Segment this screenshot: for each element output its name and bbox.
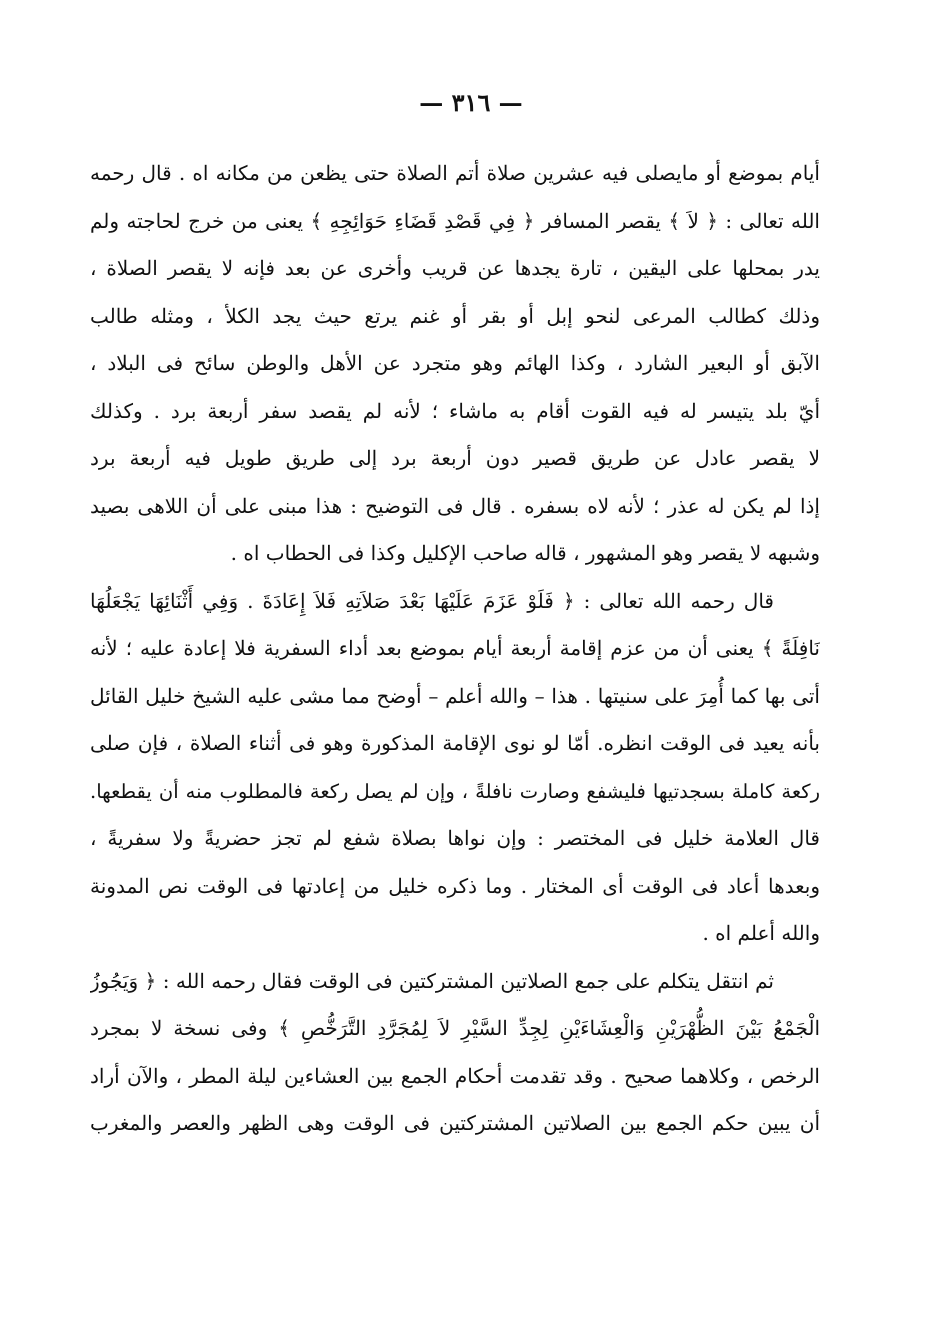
text-line: قال رحمه الله تعالى : ﴿ فَلَوْ عَزَمَ عَلَيْهَا بَعْدَ صَلاَتِهِ فَلاَ إِعَادَةَ . وَفِي أَثْنَائِهَا يَجْعَلُهَا [90,588,774,613]
paragraph-3 [90,958,820,1148]
text-line: والله أعلم اه . [702,921,820,945]
text-line: إذا لم يكن له عذر ؛ لأنه لاه بسفره . قال فى التوضيح : هذا مبنى على أن اللاهى بصيد [90,493,820,518]
body-text [90,150,820,1148]
text-line: وذلك كطالب المرعى لنحو إبل أو بقر أو غنم يرتع حيث يجد الكلأ ، ومثله طالب [90,303,820,328]
paragraph-2 [90,578,820,958]
paragraph-1 [90,150,820,578]
text-line: الآبق أو البعير الشارد ، وكذا الهائم وهو متجرد عن الأهل والوطن سائح فى البلاد ، [90,351,820,375]
text-line: الله تعالى : ﴿ لاَ ﴾ يقصر المسافر ﴿ فِي قَصْدِ قَضَاءِ حَوَائِجِهِ ﴾ يعنى من خرج لحاجته ولم [90,208,820,233]
text-line: وبعدها أعاد فى الوقت أى المختار . وما ذكره خليل من إعادتها فى الوقت نص المدونة [90,873,820,898]
text-line: أن يبين حكم الجمع بين الصلاتين المشتركتين فى الوقت وهى الظهر والعصر والمغرب [90,1111,820,1135]
text-line: أتى بها كما أُمِرَ على سنيتها . هذا – والله أعلم – أوضح مما مشى عليه الشيخ خليل القائل [90,683,820,708]
text-line: ثم انتقل يتكلم على جمع الصلاتين المشتركتين فى الوقت فقال رحمه الله : ﴿ وَيَجُوزُ [90,968,775,993]
text-line: قال العلامة خليل فى المختصر : وإن نواها بصلاة شفع لم تجز حضريةً ولا سفريةً ، [90,826,820,850]
text-line: أيام بموضع أو مايصلى فيه عشرين صلاة أتم الصلاة حتى يظعن من مكانه اه . قال رحمه [90,161,820,185]
text-line: لا يقصر عادل عن طريق قصير دون أربعة برد إلى طريق طويل فيه أربعة برد [90,446,820,470]
text-line: ركعة كاملة بسجدتيها فليشفع وصارت نافلةً ، وإن لم يصل ركعة فالمطلوب منه أن يقطعها. [90,779,820,803]
text-line: الرخص ، وكلاهما صحيح . وقد تقدمت أحكام الجمع بين العشاءين ليلة المطر ، والآن أراد [90,1063,820,1088]
text-line: وشبهه لا يقصر وهو المشهور ، قاله صاحب الإكليل وكذا فى الحطاب اه . [230,541,820,565]
text-line: أيّ بلد يتيسر له فيه القوت أقام به ماشاء ؛ لأنه لم يقصد سفر أربعة برد . وكذلك [90,398,820,423]
text-line: يدر بمحلها على اليقين ، تارة يجدها عن قريب وأخرى عن بعد فإنه لا يقصر الصلاة ، [90,256,820,280]
text-line: نَافِلَةً ﴾ يعنى أن من عزم إقامة أربعة أيام بموضع بعد أداء السفرية فلا إعادة عليه ؛ لأنه [90,636,820,660]
text-line: الْجَمْعُ بَيْنَ الظُّهْرَيْنِ وَالْعِشَاءَيْنِ لِجِدِّ السَّيْرِ لاَ لِمُجَرَّدِ التَّرَخُّصِ ﴾ وفى نسخة لا بمجرد [90,1016,820,1040]
page-number: — ٣١٦ — [419,88,523,117]
text-line: بأنه يعيد فى الوقت انظره. أمّا لو نوى الإقامة المذكورة وهو فى أثناء الصلاة ، فإن صلى [90,731,820,755]
